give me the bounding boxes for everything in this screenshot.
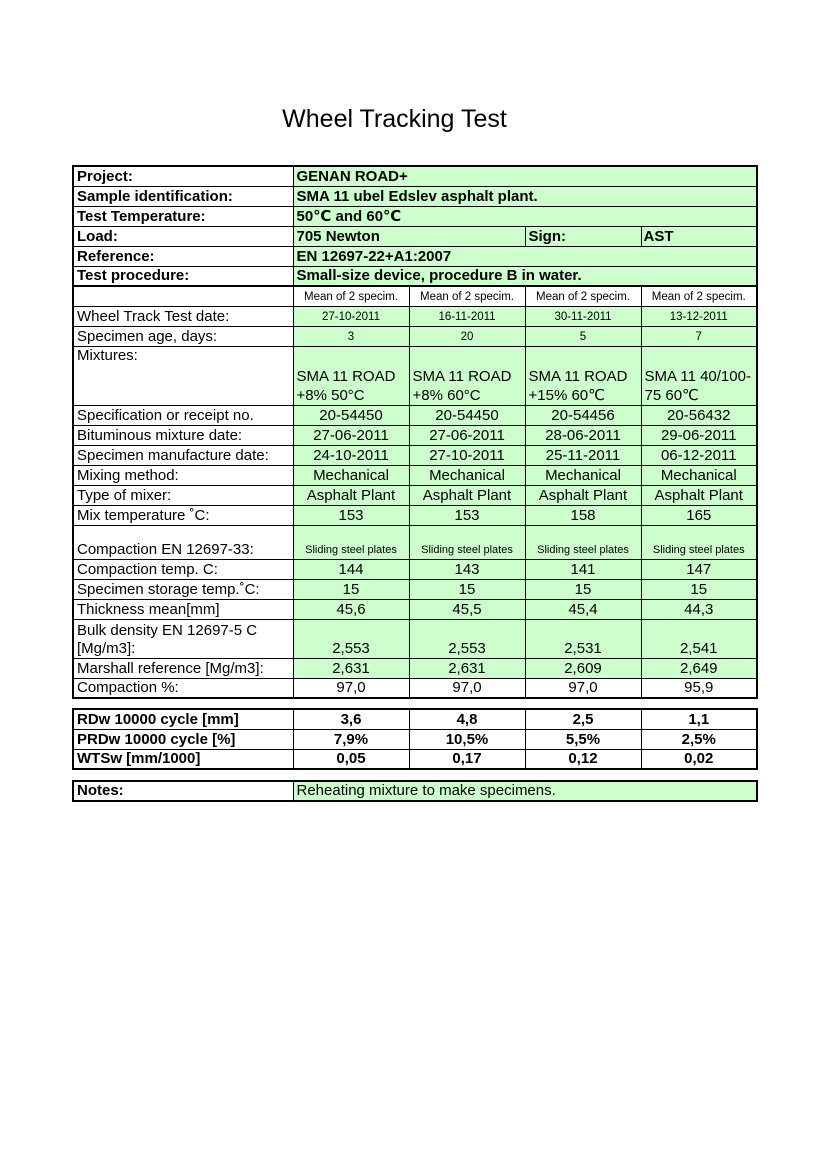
- test-date-label: Wheel Track Test date:: [73, 306, 293, 326]
- mixing-4: Mechanical: [641, 465, 757, 485]
- storage-label: Specimen storage temp.˚C:: [73, 579, 293, 599]
- notes-label: Notes:: [73, 781, 293, 801]
- rdw-1: 3,6: [293, 709, 409, 729]
- comp-temp-2: 143: [409, 559, 525, 579]
- spec-1: 20-54450: [293, 405, 409, 425]
- compaction-2: Sliding steel plates: [409, 525, 525, 559]
- compaction-3: Sliding steel plates: [525, 525, 641, 559]
- comp-pct-label: Compaction %:: [73, 678, 293, 698]
- comp-pct-row: [73, 678, 757, 698]
- manuf-date-4: 06-12-2011: [641, 445, 757, 465]
- test-date-1: 27-10-2011: [293, 306, 409, 326]
- rdw-row: [73, 709, 757, 729]
- test-date-2: 16-11-2011: [409, 306, 525, 326]
- comp-temp-row: [73, 559, 757, 579]
- marshall-label: Marshall reference [Mg/m3]:: [73, 658, 293, 678]
- comp-pct-3: 97,0: [525, 678, 641, 698]
- spec-row: [73, 405, 757, 425]
- bit-date-4: 29-06-2011: [641, 425, 757, 445]
- manuf-date-row: [73, 445, 757, 465]
- mix-temp-3: 158: [525, 505, 641, 525]
- bit-date-2: 27-06-2011: [409, 425, 525, 445]
- project-label: Project:: [73, 166, 293, 186]
- test-date-3: 30-11-2011: [525, 306, 641, 326]
- age-3: 5: [525, 326, 641, 346]
- bulk-label-line2: [Mg/m3]:: [77, 639, 136, 657]
- mixing-label: Mixing method:: [73, 465, 293, 485]
- procedure-row: [73, 266, 757, 286]
- mean-header-row: [73, 286, 757, 306]
- bit-date-3: 28-06-2011: [525, 425, 641, 445]
- bulk-label: [73, 619, 293, 658]
- wtsw-1: 0,05: [293, 749, 409, 769]
- mixer-2: Asphalt Plant: [409, 485, 525, 505]
- bit-date-1: 27-06-2011: [293, 425, 409, 445]
- mean-header-4: Mean of 2 specim.: [641, 286, 757, 306]
- mixture-1: SMA 11 ROAD +8% 50°C: [293, 346, 409, 405]
- thickness-1: 45,6: [293, 599, 409, 619]
- wtsw-3: 0,12: [525, 749, 641, 769]
- bulk-label-line1: Bulk density EN 12697-5 C: [77, 621, 258, 639]
- manuf-date-3: 25-11-2011: [525, 445, 641, 465]
- temperature-value: 50℃ and 60℃: [293, 206, 757, 226]
- marshall-2: 2,631: [409, 658, 525, 678]
- thickness-row: [73, 599, 757, 619]
- sign-value: AST: [641, 226, 757, 246]
- spec-4: 20-56432: [641, 405, 757, 425]
- mixer-1: Asphalt Plant: [293, 485, 409, 505]
- mix-temp-label: Mix temperature ˚C:: [73, 505, 293, 525]
- bulk-row: [73, 619, 757, 658]
- project-value: GENAN ROAD+: [293, 166, 757, 186]
- mixing-2: Mechanical: [409, 465, 525, 485]
- prdw-4: 2,5%: [641, 729, 757, 749]
- rdw-3: 2,5: [525, 709, 641, 729]
- age-1: 3: [293, 326, 409, 346]
- test-date-4: 13-12-2011: [641, 306, 757, 326]
- mixture-2: SMA 11 ROAD +8% 60°C: [409, 346, 525, 405]
- mixer-3: Asphalt Plant: [525, 485, 641, 505]
- mixer-label: Type of mixer:: [73, 485, 293, 505]
- prdw-label: PRDw 10000 cycle [%]: [73, 729, 293, 749]
- storage-4: 15: [641, 579, 757, 599]
- test-date-row: [73, 306, 757, 326]
- mean-header-3: Mean of 2 specim.: [525, 286, 641, 306]
- storage-2: 15: [409, 579, 525, 599]
- age-row: [73, 326, 757, 346]
- sample-row: [73, 186, 757, 206]
- mixer-4: Asphalt Plant: [641, 485, 757, 505]
- thickness-2: 45,5: [409, 599, 525, 619]
- wtsw-row: [73, 749, 757, 769]
- bulk-3: 2,531: [525, 619, 641, 658]
- sign-label: Sign:: [525, 226, 641, 246]
- load-row: [73, 226, 757, 246]
- bulk-2: 2,553: [409, 619, 525, 658]
- comp-temp-1: 144: [293, 559, 409, 579]
- marshall-1: 2,631: [293, 658, 409, 678]
- thickness-label: Thickness mean[mm]: [73, 599, 293, 619]
- notes-row: [73, 781, 757, 801]
- mixer-row: [73, 485, 757, 505]
- spec-3: 20-54456: [525, 405, 641, 425]
- mixing-row: [73, 465, 757, 485]
- bit-date-label: Bituminous mixture date:: [73, 425, 293, 445]
- rdw-label: RDw 10000 cycle [mm]: [73, 709, 293, 729]
- mixtures-label: Mixtures:: [73, 346, 293, 405]
- spec-2: 20-54450: [409, 405, 525, 425]
- age-4: 7: [641, 326, 757, 346]
- project-row: [73, 166, 757, 186]
- comp-temp-3: 141: [525, 559, 641, 579]
- comp-pct-4: 95,9: [641, 678, 757, 698]
- results-table: [72, 708, 758, 770]
- sample-value: SMA 11 ubel Edslev asphalt plant.: [293, 186, 757, 206]
- wtsw-label: WTSw [mm/1000]: [73, 749, 293, 769]
- procedure-value: Small-size device, procedure B in water.: [293, 266, 757, 286]
- prdw-1: 7,9%: [293, 729, 409, 749]
- storage-3: 15: [525, 579, 641, 599]
- comp-pct-1: 97,0: [293, 678, 409, 698]
- mean-header-2: Mean of 2 specim.: [409, 286, 525, 306]
- comp-pct-2: 97,0: [409, 678, 525, 698]
- storage-1: 15: [293, 579, 409, 599]
- mixture-3: SMA 11 ROAD +15% 60℃: [525, 346, 641, 405]
- manuf-date-1: 24-10-2011: [293, 445, 409, 465]
- mixture-4: SMA 11 40/100-75 60℃: [641, 346, 757, 405]
- bulk-4: 2,541: [641, 619, 757, 658]
- spec-label: Specification or receipt no.: [73, 405, 293, 425]
- page-title: Wheel Tracking Test: [282, 105, 507, 133]
- load-label: Load:: [73, 226, 293, 246]
- comp-temp-label: Compaction temp. C:: [73, 559, 293, 579]
- mixtures-row: [73, 346, 757, 405]
- rdw-4: 1,1: [641, 709, 757, 729]
- temperature-row: [73, 206, 757, 226]
- marshall-row: [73, 658, 757, 678]
- notes-table: [72, 780, 758, 802]
- bit-date-row: [73, 425, 757, 445]
- load-value: 705 Newton: [293, 226, 525, 246]
- reference-row: [73, 246, 757, 266]
- mean-header-1: Mean of 2 specim.: [293, 286, 409, 306]
- mix-temp-4: 165: [641, 505, 757, 525]
- sample-label: Sample identification:: [73, 186, 293, 206]
- age-2: 20: [409, 326, 525, 346]
- specimen-table: [72, 165, 758, 699]
- reference-label: Reference:: [73, 246, 293, 266]
- manuf-date-label: Specimen manufacture date:: [73, 445, 293, 465]
- compaction-1: Sliding steel plates: [293, 525, 409, 559]
- rdw-2: 4,8: [409, 709, 525, 729]
- prdw-2: 10,5%: [409, 729, 525, 749]
- thickness-3: 45,4: [525, 599, 641, 619]
- thickness-4: 44,3: [641, 599, 757, 619]
- storage-row: [73, 579, 757, 599]
- mix-temp-row: [73, 505, 757, 525]
- marshall-4: 2,649: [641, 658, 757, 678]
- prdw-row: [73, 729, 757, 749]
- bulk-1: 2,553: [293, 619, 409, 658]
- notes-value: Reheating mixture to make specimens.: [293, 781, 757, 801]
- mixing-1: Mechanical: [293, 465, 409, 485]
- mixing-3: Mechanical: [525, 465, 641, 485]
- compaction-row: [73, 525, 757, 559]
- comp-temp-4: 147: [641, 559, 757, 579]
- compaction-label: Compaction EN 12697-33:: [73, 525, 293, 559]
- wtsw-2: 0,17: [409, 749, 525, 769]
- manuf-date-2: 27-10-2011: [409, 445, 525, 465]
- procedure-label: Test procedure:: [73, 266, 293, 286]
- age-label: Specimen age, days:: [73, 326, 293, 346]
- marshall-3: 2,609: [525, 658, 641, 678]
- compaction-4: Sliding steel plates: [641, 525, 757, 559]
- mix-temp-2: 153: [409, 505, 525, 525]
- mix-temp-1: 153: [293, 505, 409, 525]
- wtsw-4: 0,02: [641, 749, 757, 769]
- prdw-3: 5,5%: [525, 729, 641, 749]
- temperature-label: Test Temperature:: [73, 206, 293, 226]
- empty-cell: [73, 286, 293, 306]
- reference-value: EN 12697-22+A1:2007: [293, 246, 757, 266]
